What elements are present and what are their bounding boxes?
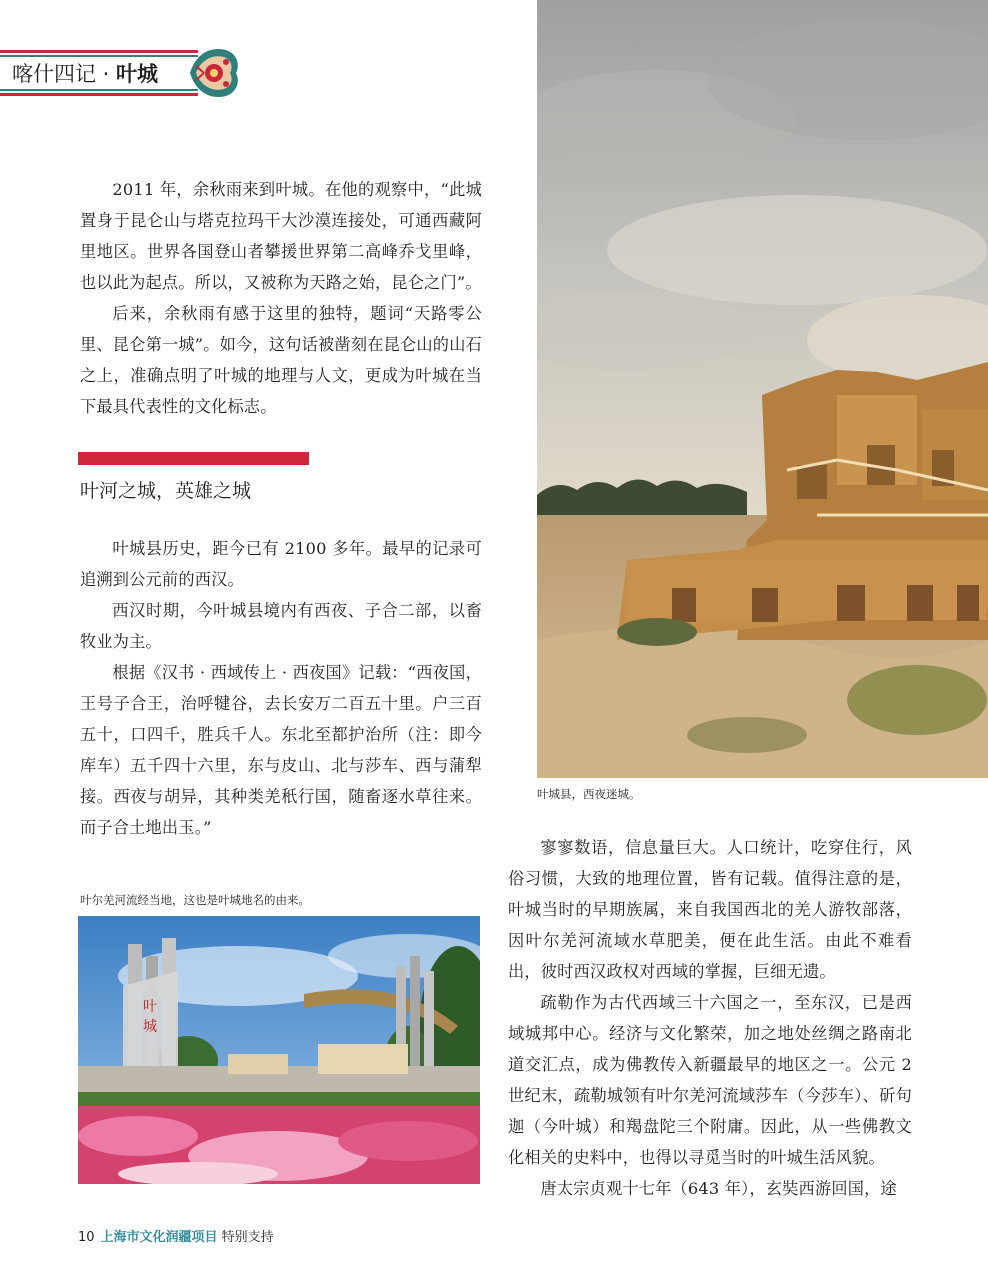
gate-illustration — [78, 916, 480, 1184]
page-footer — [78, 1226, 274, 1245]
section-text — [80, 533, 482, 843]
section-paragraph: 叶城县历史，距今已有 2100 多年。最早的记录可追溯到公元前的西汉。 — [80, 539, 482, 589]
right-paragraph: 寥寥数语，信息量巨大。人口统计，吃穿住行，风俗习惯，大致的地理位置，皆有记载。值得注意的是，叶城当时的早期族属，来自我国西北的羌人游牧部落，因叶尔羌河流域水草肥美，便在此生活。由此不难看出，彼时西汉政权对西域的掌握，巨细无遗。 — [508, 838, 912, 981]
section-paragraph: 根据《汉书 · 西域传上 · 西夜国》记载：“西夜国，王号子合王，治呼犍谷，去长安万二百五十里。户三百五十，口四千，胜兵千人。东北至都护治所（注：即今库车）五千四十六里，东与皮山、北与莎车、西与蒲犁接。西夜与胡异，其种类羌秖行国，随畜逐水草往来。而子合土地出玉。” — [80, 663, 482, 837]
section-heading: 叶河之城，英雄之城 — [80, 480, 252, 502]
ornament-icon — [186, 44, 242, 102]
page-number: 10 — [78, 1230, 95, 1245]
right-text — [508, 832, 912, 1204]
header-place: 叶城 — [116, 62, 159, 86]
gate-photo-caption: 叶尔羌河流经当地，这也是叶城地名的由来。 — [80, 893, 310, 907]
gate-sign-bottom: 城 — [143, 1019, 157, 1035]
right-paragraph: 唐太宗贞观十七年（643 年），玄奘西游回国，途 — [540, 1179, 897, 1198]
gate-photo — [78, 916, 480, 1184]
ruins-illustration — [537, 0, 988, 778]
right-paragraph: 疏勒作为古代西域三十六国之一，至东汉，已是西域城邦中心。经济与文化繁荣，加之地处丝绸之路南北道交汇点，成为佛教传入新疆最早的地区之一。公元 2 世纪末，疏勒城领有叶尔羌河流域莎车（今莎车）、斫句迦（今叶城）和羯盘陀三个附庸。因此，从一些佛教文化相关的史料中，也得以寻觅当时的叶城生活风貌。 — [508, 993, 912, 1167]
ruins-photo — [537, 0, 988, 778]
footer-support: 特别支持 — [221, 1230, 274, 1245]
intro-paragraph: 2011 年，余秋雨来到叶城。在他的观察中，“此城置身于昆仑山与塔克拉玛干大沙漠连接处，可通西藏阿里地区。世界各国登山者攀援世界第二高峰乔戈里峰，也以此为起点。所以，又被称为天路之始，昆仑之门”。 — [80, 180, 482, 292]
intro-paragraph: 后来，余秋雨有感于这里的独特，题词“天路零公里、昆仑第一城”。如今，这句话被凿刻在昆仑山的山石之上，准确点明了叶城的地理与人文，更成为叶城在当下最具代表性的文化标志。 — [80, 304, 482, 416]
section-header-banner — [0, 44, 240, 102]
footer-project: 上海市文化润疆项目 — [100, 1230, 218, 1245]
header-series: 喀什四记 · — [12, 62, 117, 86]
header-title — [12, 58, 158, 88]
gate-sign-top: 叶 — [143, 999, 157, 1015]
ruins-photo-caption: 叶城县，西夜迷城。 — [537, 787, 641, 801]
intro-text — [80, 174, 482, 422]
section-paragraph: 西汉时期，今叶城县境内有西夜、子合二部，以畜牧业为主。 — [80, 601, 482, 651]
section-rule — [78, 452, 309, 465]
